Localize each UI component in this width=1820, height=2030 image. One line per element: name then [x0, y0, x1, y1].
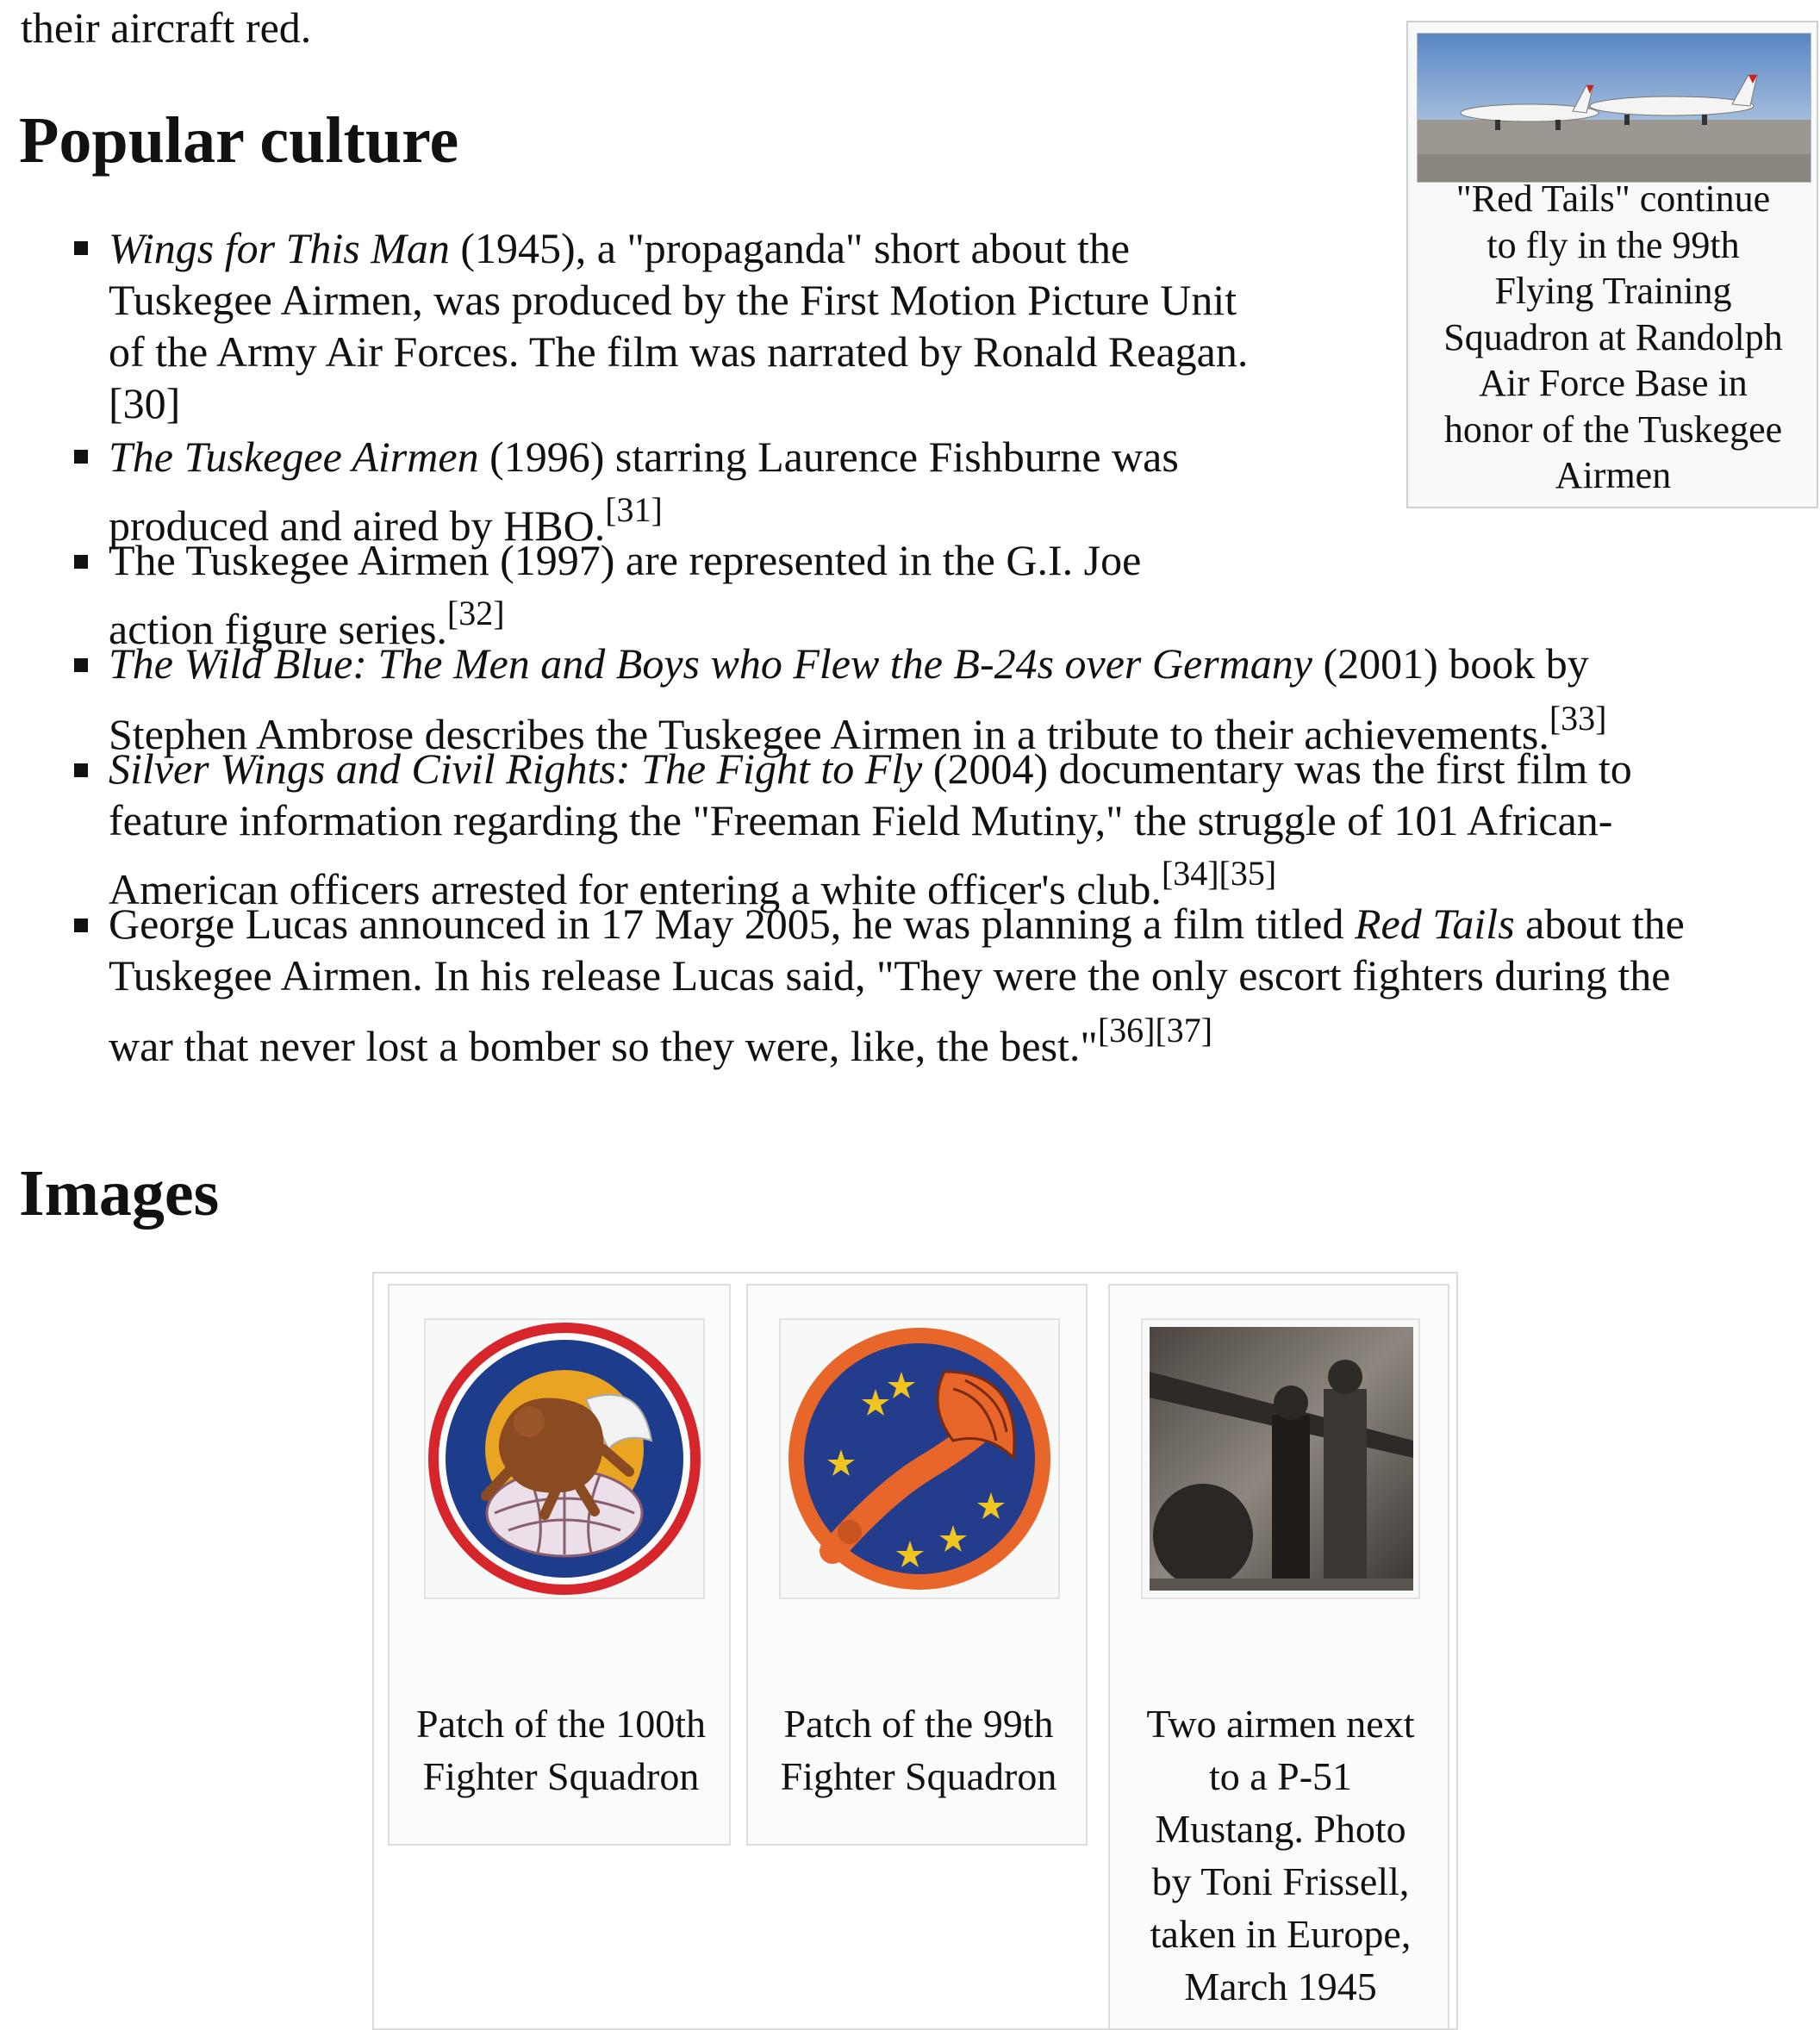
- film-title-link[interactable]: Wings for This Man: [109, 224, 450, 272]
- reference-link[interactable]: [34][35]: [1161, 854, 1277, 893]
- airmen-photo-icon: [1143, 1320, 1418, 1597]
- gallery-item: [388, 1284, 731, 1846]
- squadron-patch-99th-icon: [781, 1320, 1058, 1597]
- image-gallery: [372, 1272, 1458, 2030]
- side-thumbnail-caption: "Red Tails" continue to fly in the 99th Flying Training Squadron at Randolph Air Force Base in honor of the Tuskegee Airmen: [1443, 177, 1783, 496]
- bullet-icon: [74, 763, 88, 777]
- squadron-patch-100th-icon: [426, 1320, 703, 1597]
- gallery-caption: Patch of the 99th Fighter Squadron: [780, 1702, 1057, 1798]
- film-title-link[interactable]: Red Tails: [1354, 900, 1515, 948]
- section-heading-popular-culture: Popular culture: [19, 104, 459, 177]
- bullet-icon: [74, 241, 88, 255]
- reference-link[interactable]: [36][37]: [1097, 1011, 1213, 1049]
- bullet-icon: [74, 658, 88, 672]
- list-item: Wings for This Man (1945), a "propaganda" short about the Tuskegee Airmen, was produced by the First Motion Picture Unit of the Army Air Forces. The film was narrated by Ronald Reagan. [30]: [109, 224, 1249, 427]
- gallery-image-frame[interactable]: [424, 1318, 705, 1599]
- gallery-item: [1108, 1284, 1449, 2030]
- bullet-icon: [74, 450, 88, 464]
- red-tails-jets-image[interactable]: [1417, 33, 1811, 183]
- gallery-caption: Patch of the 100th Fighter Squadron: [416, 1702, 706, 1798]
- bullet-icon: [74, 555, 88, 569]
- reference-link[interactable]: [31]: [605, 490, 663, 529]
- gallery-caption: Two airmen next to a P-51 Mustang. Photo by Toni Frissell, taken in Europe, March 1945: [1146, 1702, 1415, 2008]
- list-item: The Tuskegee Airmen (1997) are represented in the G.I. Joe action figure series.[32]: [109, 536, 1142, 653]
- book-title-link[interactable]: The Wild Blue: The Men and Boys who Flew the B-24s over Germany: [109, 639, 1312, 688]
- reference-link[interactable]: [33]: [1549, 699, 1607, 738]
- gallery-image-frame[interactable]: [1141, 1318, 1420, 1599]
- reference-link[interactable]: [32]: [446, 594, 505, 632]
- list-item: Silver Wings and Civil Rights: The Fight to Fly (2004) documentary was the first film to feature information regarding the "Freeman Field Mutiny," the struggle of 101 African- American officers arrested for entering a white officer's club.[34][35]: [109, 744, 1632, 913]
- list-item: The Tuskegee Airmen (1996) starring Laurence Fishburne was produced and aired by HBO.[31]: [109, 433, 1179, 550]
- gallery-image-frame[interactable]: [779, 1318, 1060, 1599]
- section-heading-images: Images: [19, 1157, 220, 1230]
- gallery-item: [746, 1284, 1088, 1846]
- bullet-icon: [74, 918, 88, 932]
- intro-text: their aircraft red.: [21, 3, 312, 52]
- jets-photo-icon: [1418, 34, 1811, 182]
- documentary-title-link[interactable]: Silver Wings and Civil Rights: The Fight to Fly: [109, 744, 923, 793]
- list-item: George Lucas announced in 17 May 2005, he was planning a film titled Red Tails about the Tuskegee Airmen. In his release Lucas said, "They were the only escort fighters during the war that never lost a bomber so they were, like, the best."[36][37]: [109, 900, 1685, 1070]
- list-item: The Wild Blue: The Men and Boys who Flew the B-24s over Germany (2001) book by Stephen Ambrose describes the Tuskegee Airmen in a tribute to their achievements.[33]: [109, 639, 1607, 758]
- reference-link[interactable]: [30]: [109, 379, 181, 427]
- film-title-link[interactable]: The Tuskegee Airmen: [109, 433, 479, 481]
- side-thumbnail: [1406, 21, 1818, 508]
